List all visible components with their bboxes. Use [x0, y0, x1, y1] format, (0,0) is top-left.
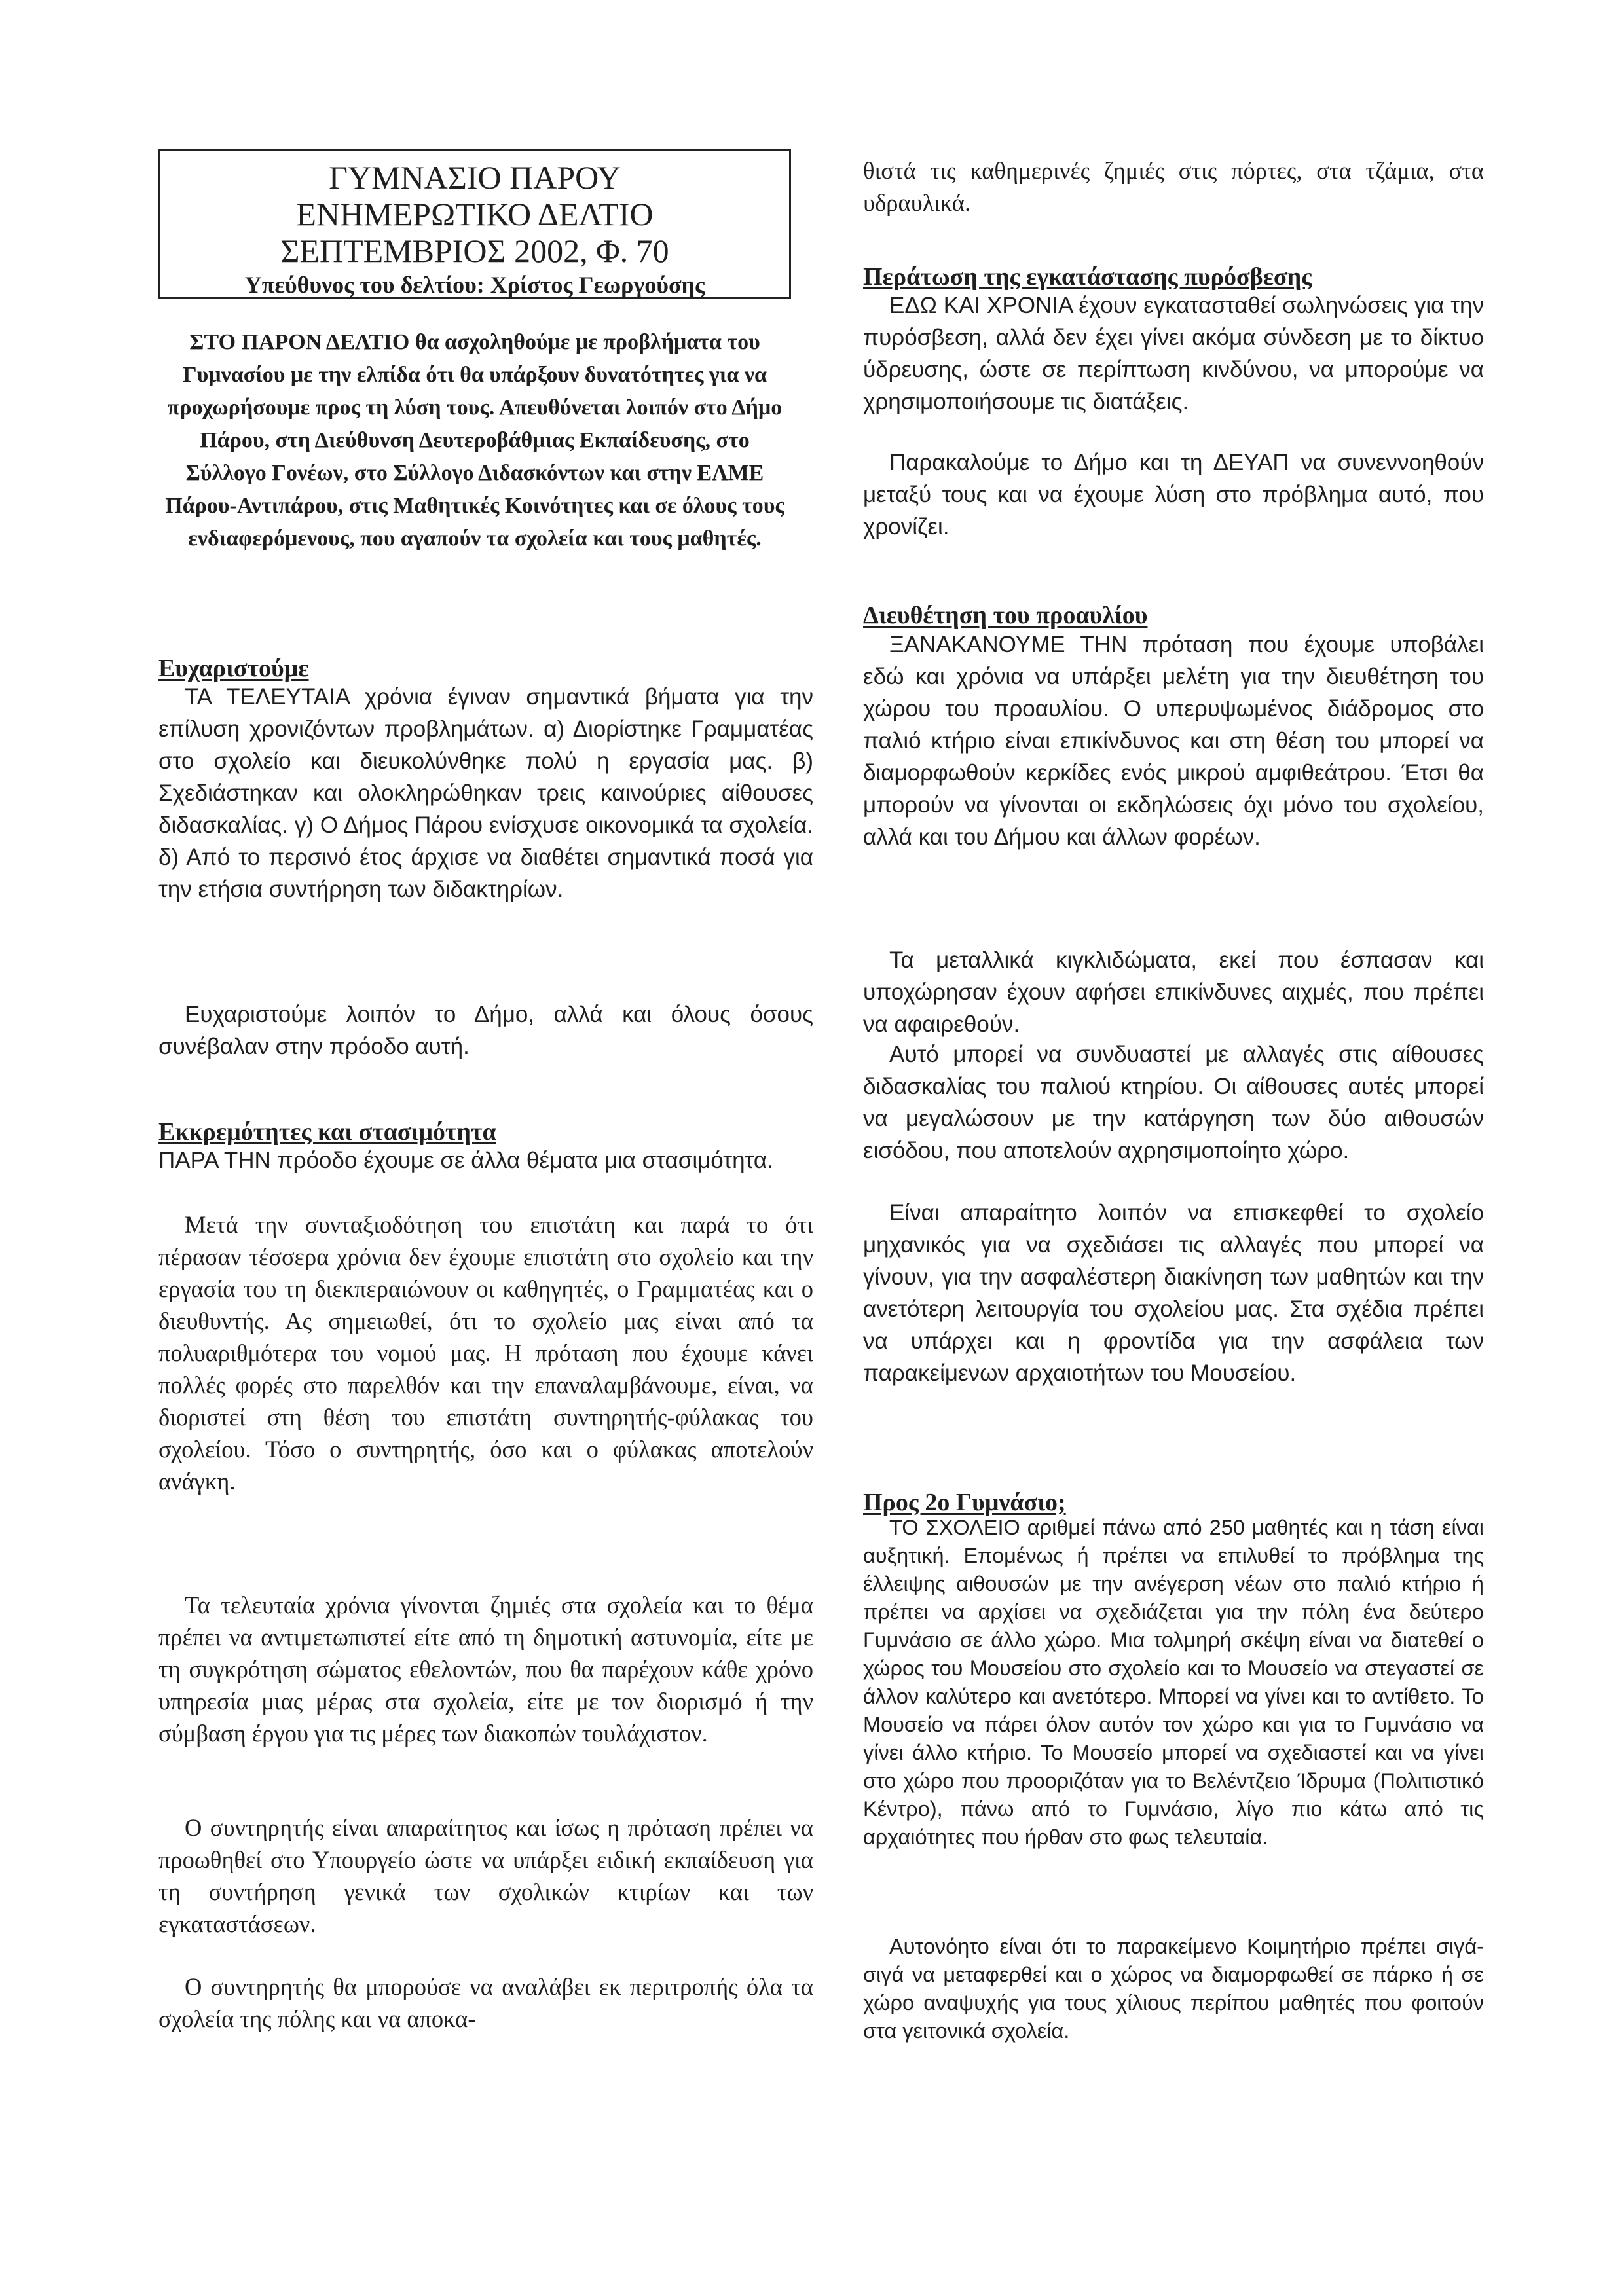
second-gymnasium-paragraph-2: Αυτονόητο είναι ότι το παρακείμενο Κοιμητήριο πρέπει σιγά-σιγά να μεταφερθεί και ο χώρος να διαμορφωθεί σε πάρκο ή σε χώρο αναψυχής για τους χίλιους περίπου μαθητές που φοιτούν στα γειτονικά σχολεία.: [863, 1935, 1484, 2043]
fire-paragraph-2: Παρακαλούμε το Δήμο και τη ΔΕΥΑΠ να συνεννοηθούν μεταξύ τους και να έχουμε λύση στο πρόβλημα αυτό, που χρονίζει.: [863, 450, 1484, 539]
header-box: [158, 149, 791, 299]
yard-paragraph-2: Τα μεταλλικά κιγκλιδώματα, εκεί που έσπασαν και υποχώρησαν έχουν αφήσει επικίνδυνες αιχμές, που πρέπει να αφαιρεθούν.: [863, 947, 1484, 1037]
pending-paragraph-5: Ο συντηρητής θα μπορούσε να αναλάβει εκ περιτροπής όλα τα σχολεία της πόλης και να αποκα-: [158, 1973, 813, 2032]
pending-paragraph-1: ΠΑΡΑ ΤΗΝ πρόοδο έχουμε σε άλλα θέματα μια στασιμότητα.: [158, 1148, 773, 1173]
intro-paragraph: ΣΤΟ ΠΑΡΟΝ ΔΕΛΤΙΟ θα ασχοληθούμε με προβλήματα του Γυμνασίου με την ελπίδα ότι θα υπάρξουν δυνατότητες για να προχωρήσουμε προς τη λύση τους. Απευθύνεται λοιπόν στο Δήμο Πάρου, στη Διεύθυνση Δευτεροβάθμιας Εκπαίδευσης, στο Σύλλογο Γονέων, στο Σύλλογο Διδασκόντων και στην ΕΛΜΕ Πάρου-Αντιπάρου, στις Μαθητικές Κοινότητες και σε όλους τους ενδιαφερόμενους, που αγαπούν τα σχολεία και τους μαθητές.: [165, 330, 784, 551]
bulletin-title: ΕΝΗΜΕΡΩΤΙΚΟ ΔΕΛΤΙΟ: [296, 196, 654, 232]
issue-date: ΣΕΠΤΕΜΒΡΙΟΣ 2002, Φ. 70: [280, 232, 669, 269]
responsible-editor: Υπεύθυνος του δελτίου: Χρίστος Γεωργούσης: [244, 272, 705, 298]
pending-paragraph-4: Ο συντηρητής είναι απαραίτητος και ίσως η πρόταση πρέπει να προωθηθεί στο Υπουργείο ώστε να υπάρξει ειδική εκπαίδευση για τη συντήρηση γενικά των σχολικών κτιρίων και των εγκαταστάσεων.: [158, 1814, 813, 1937]
pending-heading: Εκκρεμότητες και στασιμότητα: [158, 1118, 496, 1146]
fire-paragraph-1: ΕΔΩ ΚΑΙ ΧΡΟΝΙΑ έχουν εγκατασταθεί σωληνώσεις για την πυρόσβεση, αλλά δεν έχει γίνει ακόμα σύνδεση με το δίκτυο ύδρευσης, ώστε σε περίπτωση κινδύνου, να μπορούμε να χρησιμοποιήσουμε τις διατάξεις.: [863, 293, 1484, 414]
pending-paragraph-5-continued: θιστά τις καθημερινές ζημιές στις πόρτες, στα τζάμια, στα υδραυλικά.: [863, 157, 1484, 216]
yard-paragraph-3: Αυτό μπορεί να συνδυαστεί με αλλαγές στις αίθουσες διδασκαλίας του παλιού κτηρίου. Οι αίθουσες αυτές μπορεί να μεγαλώσουν με την κατάργηση των δύο αιθουσών εισόδου, που αποτελούν αχρησιμοποίητο χώρο.: [863, 1042, 1484, 1163]
second-gymnasium-paragraph-1: ΤΟ ΣΧΟΛΕΙΟ αριθμεί πάνω από 250 μαθητές και η τάση είναι αυξητική. Επομένως ή πρέπει να επιλυθεί το πρόβλημα της έλλειψης αιθουσών με την ανέγερση νέων στο παλιό κτήριο ή πρέπει να αρχίσει να σχεδιάζεται για την πόλη ένα δεύτερο Γυμνάσιο σε άλλο χώρο. Μια τολμηρή σκέψη είναι να διατεθεί ο χώρος του Μουσείου στο σχολείο και το Μουσείο να στεγαστεί σε άλλον καλύτερο και ανετότερο. Μπορεί να γίνει και το αντίθετο. Το Μουσείο να πάρει όλον αυτόν τον χώρο και για το Γυμνάσιο να γίνει άλλο κτήριο. Το Μουσείο μπορεί να σχεδιαστεί και να γίνει στο χώρο που προοριζόταν για το Βελέντζειο Ίδρυμα (Πολιτιστικό Κέντρο), πάνω από το Γυμνάσιο, λίγο πιο κάτω από τις αρχαιότητες που ήρθαν στο φως τελευταία.: [863, 1516, 1484, 1849]
second-gymnasium-heading: Προς 2ο Γυμνάσιο;: [863, 1489, 1066, 1516]
fire-heading: Περάτωση της εγκατάστασης πυρόσβεσης: [863, 263, 1312, 291]
pending-paragraph-2: Μετά την συνταξιοδότηση του επιστάτη και παρά το ότι πέρασαν τέσσερα χρόνια δεν έχουμε επιστάτη στο σχολείο και την εργασία του τη διεκπεραιώνουν οι καθηγητές, ο Γραμματέας και ο διευθυντής. Ας σημειωθεί, ότι το σχολείο μας είναι από τα πολυαριθμότερα του νομού μας. Η πρόταση που έχουμε κάνει πολλές φορές στο παρελθόν και την επαναλαμβάνουμε, είναι, να διοριστεί στη θέση του επιστάτη συντηρητής-φύλακας του σχολείου. Τόσο ο συντηρητής, όσο και ο φύλακας αποτελούν ανάγκη.: [158, 1211, 813, 1495]
yard-paragraph-1: ΞΑΝΑΚΑΝΟΥΜΕ ΤΗΝ πρόταση που έχουμε υποβάλει εδώ και χρόνια να υπάρξει μελέτη για την διευθέτηση του χώρου του προαυλίου. Ο υπερυψωμένος διάδρομος στο παλιό κτήριο είναι επικίνδυνος και στη θέση του μπορεί να διαμορφωθούν κερκίδες ενός μικρού αμφιθεάτρου. Έτσι θα μπορούν να γίνονται οι εκδηλώσεις όχι μόνο του σχολείου, αλλά και του Δήμου και άλλων φορέων.: [863, 632, 1484, 850]
school-title: ΓΥΜΝΑΣΙΟ ΠΑΡΟΥ: [329, 159, 621, 196]
thanks-paragraph-2: Ευχαριστούμε λοιπόν το Δήμο, αλλά και όλους όσους συνέβαλαν στην πρόοδο αυτή.: [158, 1002, 813, 1059]
thanks-heading: Ευχαριστούμε: [158, 655, 309, 682]
thanks-paragraph-1: ΤΑ ΤΕΛΕΥΤΑΙΑ χρόνια έγιναν σημαντικά βήματα για την επίλυση χρονιζόντων προβλημάτων. α) Διορίστηκε Γραμματέας στο σχολείο και διευκολύνθηκε πολύ η εργασία μας. β) Σχεδιάστηκαν και ολοκληρώθηκαν τρεις καινούριες αίθουσες διδασκαλίας. γ) Ο Δήμος Πάρου ενίσχυσε οικονομικά τα σχολεία. δ) Από το περσινό έτος άρχισε να διαθέτει σημαντικά ποσά για την ετήσια συντήρηση των διδακτηρίων.: [158, 684, 813, 902]
pending-paragraph-3: Τα τελευταία χρόνια γίνονται ζημιές στα σχολεία και το θέμα πρέπει να αντιμετωπιστεί είτε από τη δημοτική αστυνομία, είτε με τη συγκρότηση σώματος εθελοντών, που θα παρέχουν κάθε χρόνο υπηρεσία μιας μέρας στα σχολεία, είτε με τον διορισμό ή την σύμβαση έργου για τις μέρες των διακοπών τουλάχιστον.: [158, 1592, 813, 1747]
yard-heading: Διευθέτηση του προαυλίου: [863, 602, 1148, 629]
yard-paragraph-4: Είναι απαραίτητο λοιπόν να επισκεφθεί το σχολείο μηχανικός για να σχεδιάσει τις αλλαγές που μπορεί να γίνουν, για την ασφαλέστερη διακίνηση των μαθητών και την ανετότερη λειτουργία του σχολείου μας. Στα σχέδια πρέπει να υπάρχει και η φροντίδα για την ασφάλεια των παρακείμενων αρχαιοτήτων του Μουσείου.: [863, 1200, 1484, 1386]
